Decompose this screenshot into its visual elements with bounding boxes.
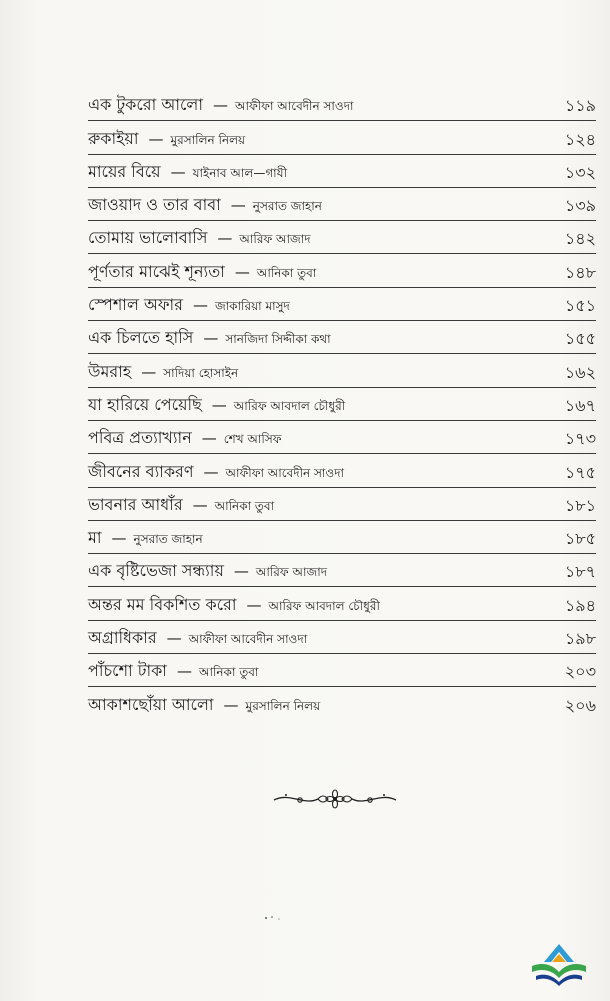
toc-entry — [88, 488, 596, 521]
page-number: ১২৪ — [564, 129, 596, 149]
separator-dash: — — [223, 695, 239, 714]
publisher-logo-icon — [528, 942, 590, 988]
page-number: ১৬৭ — [564, 395, 596, 415]
toc-entry — [88, 587, 596, 620]
toc-entry-text — [88, 162, 287, 183]
page-number: ১৬২ — [564, 362, 596, 382]
separator-dash: — — [111, 529, 127, 548]
toc-entry — [88, 155, 596, 188]
toc-entry — [88, 421, 596, 454]
toc-entry — [88, 321, 596, 354]
toc-entry-text — [88, 95, 354, 116]
chapter-author: মুরসালিন নিলয় — [170, 132, 246, 147]
toc-entry — [88, 687, 596, 719]
chapter-author: আফীফা আবেদীন সাওদা — [225, 465, 345, 480]
chapter-author: আনিকা তুবা — [198, 665, 259, 680]
chapter-title: যা হারিয়ে পেয়েছি — [88, 394, 202, 414]
page-number: ১৯৮ — [564, 629, 596, 649]
toc-entry-text — [88, 462, 344, 483]
chapter-author: আনিকা তুবা — [214, 498, 275, 513]
page-number: ১৭৫ — [564, 462, 596, 482]
page-number: ১৮৫ — [564, 529, 596, 549]
chapter-title: পূর্ণতার মাঝেই শূন্যতা — [88, 261, 225, 281]
chapter-title: এক বৃষ্টিভেজা সন্ধ্যায় — [88, 561, 224, 581]
toc-entry-text — [88, 428, 282, 449]
chapter-author: সানজিদা সিদ্দীকা কথা — [225, 332, 331, 347]
toc-entry-text — [88, 695, 320, 716]
separator-dash: — — [192, 296, 208, 315]
chapter-author: যাইনাব আল—গাযী — [192, 165, 288, 180]
separator-dash: — — [211, 395, 227, 414]
page-number: ২০৩ — [564, 662, 596, 682]
toc-entry-text — [88, 661, 258, 682]
chapter-author: আরিফ আজাদ — [239, 232, 311, 247]
separator-dash: — — [234, 262, 250, 281]
chapter-title: অগ্রাধিকার — [88, 628, 157, 648]
page-number: ১৮৭ — [564, 562, 596, 582]
floral-divider-icon — [270, 788, 400, 810]
page-number: ১৪২ — [564, 229, 596, 249]
toc-entry — [88, 254, 596, 287]
chapter-title: ভাবনার আধাঁর — [88, 494, 183, 514]
toc-entry — [88, 188, 596, 221]
page-number: ১৩২ — [564, 162, 596, 182]
chapter-author: আফীফা আবেদীন সাওদা — [234, 99, 354, 114]
page-number: ১৯৪ — [564, 595, 596, 615]
toc-entry — [88, 221, 596, 254]
separator-dash: — — [246, 595, 262, 614]
toc-entry-text — [88, 495, 274, 516]
separator-dash: — — [203, 462, 219, 481]
chapter-title: উমরাহ — [88, 361, 132, 381]
chapter-author: জাকারিয়া মাসুদ — [214, 299, 290, 314]
chapter-title: এক টুকরো আলো — [88, 95, 203, 115]
toc-entry-text — [88, 129, 245, 150]
chapter-title: জাওয়াদ ও তার বাবা — [88, 195, 221, 215]
toc-entry-text — [88, 295, 290, 316]
chapter-author: আনিকা তুবা — [256, 265, 317, 280]
toc-entry — [88, 88, 596, 121]
page-number: ১১৯ — [564, 96, 596, 116]
chapter-author: সাদিয়া হোসাইন — [163, 365, 239, 380]
page-number: ১৩৯ — [564, 196, 596, 216]
toc-entry — [88, 354, 596, 387]
chapter-author: নুসরাত জাহান — [133, 532, 203, 547]
chapter-title: পবিত্র প্রত্যাখ্যান — [88, 428, 192, 448]
chapter-title: অন্তর মম বিকশিত করো — [88, 594, 237, 614]
separator-dash: — — [233, 562, 249, 581]
separator-dash: — — [176, 662, 192, 681]
page-number: ১৫১ — [564, 296, 596, 316]
toc-entry-text — [88, 561, 327, 582]
toc-entry — [88, 554, 596, 587]
separator-dash: — — [192, 495, 208, 514]
separator-dash: — — [203, 329, 219, 348]
toc-entry — [88, 288, 596, 321]
chapter-author: শেখ আসিফ — [223, 432, 282, 447]
page-number: ২০৬ — [564, 695, 596, 715]
chapter-title: জীবনের ব্যাকরণ — [88, 461, 194, 481]
toc-entry — [88, 454, 596, 487]
page-number: ১৮১ — [564, 495, 596, 515]
chapter-title: মায়ের বিয়ে — [88, 161, 161, 181]
chapter-author: আরিফ আবদাল চৌধুরী — [268, 598, 380, 613]
chapter-title: আকাশছোঁয়া আলো — [88, 694, 214, 714]
separator-dash: — — [217, 229, 233, 248]
toc-entry-text — [88, 262, 316, 283]
toc-entry-text — [88, 628, 307, 649]
separator-dash: — — [166, 629, 182, 648]
toc-entry-text — [88, 195, 322, 216]
chapter-title: এক চিলতে হাসি — [88, 328, 194, 348]
chapter-author: আফীফা আবেদীন সাওদা — [188, 632, 308, 647]
chapter-author: নুসরাত জাহান — [252, 199, 322, 214]
toc-entry-text — [88, 528, 203, 549]
separator-dash: — — [170, 162, 186, 181]
page-number: ১৪৮ — [564, 262, 596, 282]
chapter-author: মুরসালিন নিলয় — [245, 698, 321, 713]
chapter-author: আরিফ আজাদ — [255, 565, 328, 580]
page-number: ১৭৩ — [564, 429, 596, 449]
toc-entry-text — [88, 362, 238, 383]
toc-entry-text — [88, 228, 311, 249]
chapter-title: পাঁচশো টাকা — [88, 661, 167, 681]
chapter-title: স্পেশাল অফার — [88, 295, 183, 315]
toc-entry — [88, 654, 596, 687]
table-of-contents — [88, 88, 596, 720]
chapter-title: মা — [88, 528, 102, 548]
separator-dash: — — [201, 429, 217, 448]
separator-dash: — — [148, 129, 164, 148]
toc-entry — [88, 388, 596, 421]
chapter-title: তোমায় ভালোবাসি — [88, 228, 208, 248]
separator-dash: — — [141, 362, 157, 381]
print-speck — [262, 914, 322, 922]
toc-entry — [88, 621, 596, 654]
chapter-author: আরিফ আবদাল চৌধুরী — [233, 398, 346, 413]
page-number: ১৫৫ — [564, 329, 596, 349]
toc-entry-text — [88, 395, 345, 416]
toc-entry — [88, 521, 596, 554]
toc-entry-text — [88, 595, 380, 616]
separator-dash: — — [230, 196, 246, 215]
toc-entry-text — [88, 328, 331, 349]
chapter-title: রুকাইয়া — [88, 128, 139, 148]
separator-dash: — — [212, 96, 228, 115]
toc-entry — [88, 121, 596, 154]
